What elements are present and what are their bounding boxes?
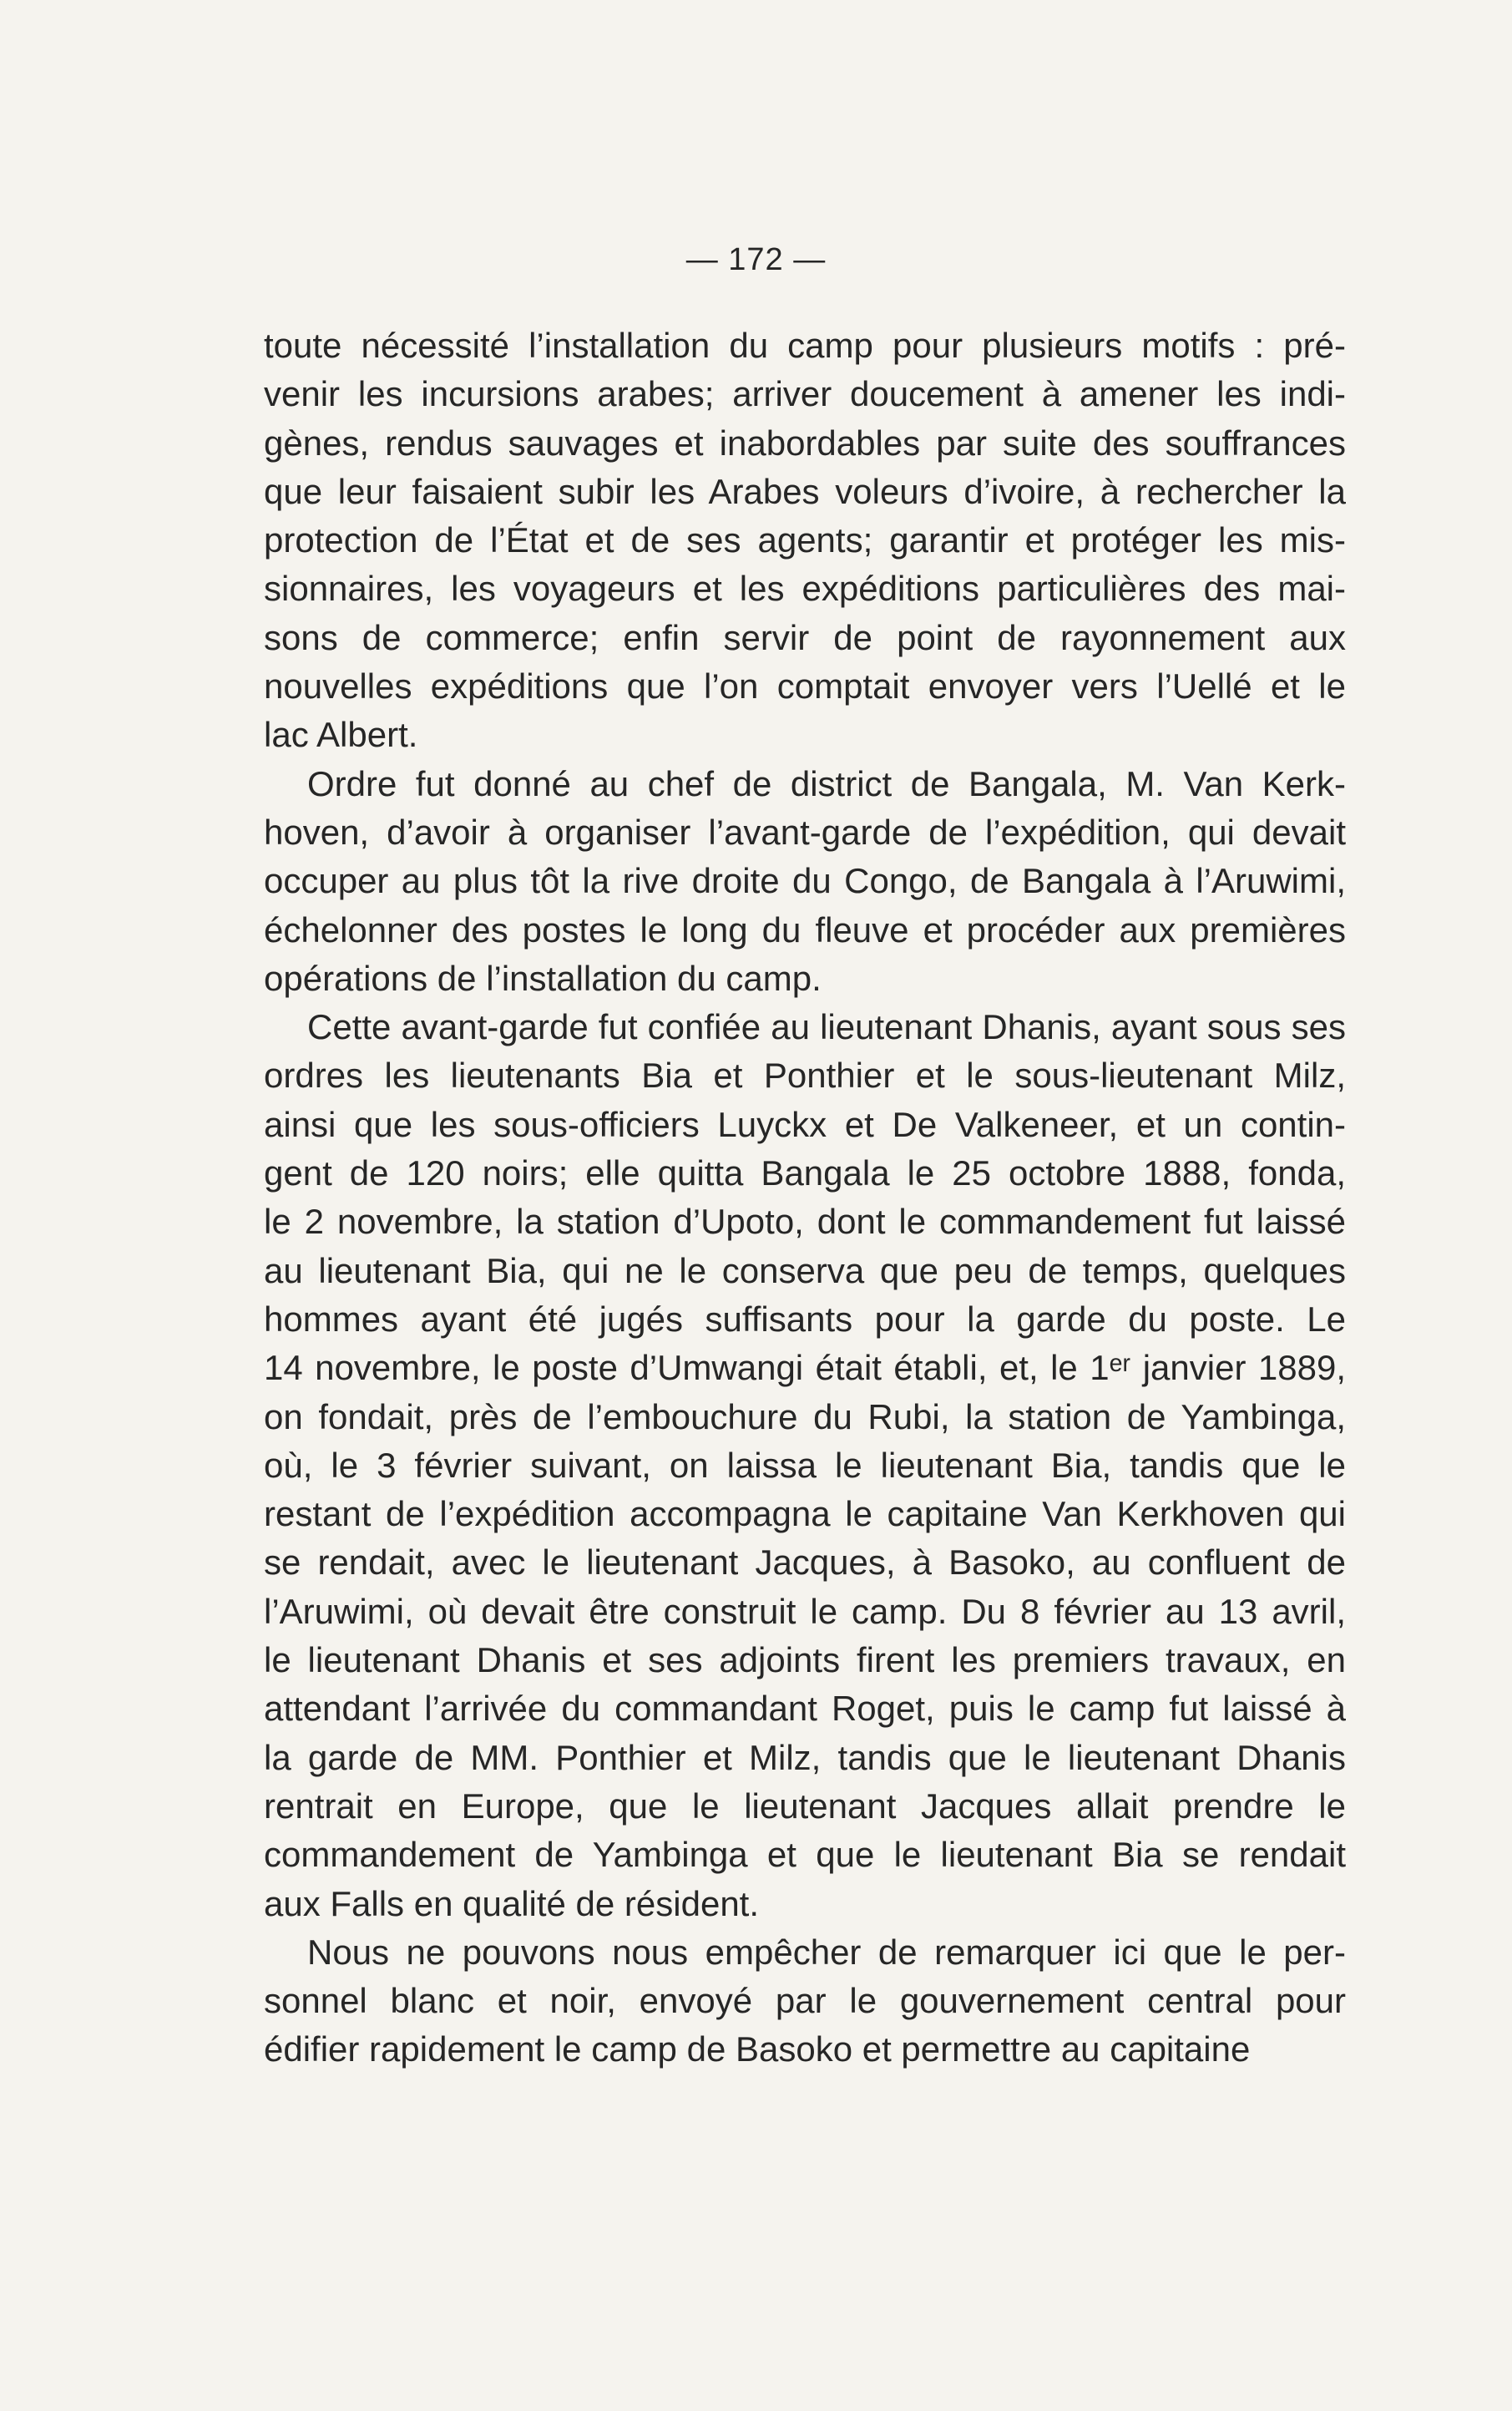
text-line: sonnel blanc et noir, envoyé par le gouvernement central pour xyxy=(264,1981,1346,2021)
text-line: hommes ayant été jugés suffisants pour la garde du poste. Le xyxy=(264,1299,1346,1339)
text-line: l’Aruwimi, où devait être construit le camp. Du 8 février au 13 avril, xyxy=(264,1591,1346,1631)
text-line: rentrait en Europe, que le lieutenant Jacques allait prendre le xyxy=(264,1785,1346,1826)
text-line: ordres les lieutenants Bia et Ponthier et le sous-lieutenant Milz, xyxy=(264,1056,1346,1096)
body-text xyxy=(264,322,1346,2074)
text-line: gènes, rendus sauvages et inabordables par suite des souffrances xyxy=(264,423,1346,463)
text-line: hoven, d’avoir à organiser l’avant-garde de l’expédition, qui devait xyxy=(264,812,1346,852)
text-line: toute nécessité l’installation du camp pour plusieurs motifs : pré- xyxy=(264,326,1346,365)
page-number: — 172 — xyxy=(685,242,827,277)
text-line: Ordre fut donné au chef de district de Bangala, M. Van Kerk- xyxy=(307,763,1346,803)
text-line: venir les incursions arabes; arriver doucement à amener les indi- xyxy=(264,374,1346,414)
paragraph xyxy=(264,1928,1346,2074)
paragraph xyxy=(264,760,1346,1003)
text-line: on fondait, près de l’embouchure du Rubi, la station de Yambinga, xyxy=(264,1396,1346,1436)
text-line: se rendait, avec le lieutenant Jacques, à Basoko, au confluent de xyxy=(264,1542,1346,1583)
text-line: sons de commerce; enfin servir de point de rayonnement aux xyxy=(264,617,1346,657)
text-line: échelonner des postes le long du fleuve et procéder aux premières xyxy=(264,909,1346,950)
text-line: commandement de Yambinga et que le lieutenant Bia se rendait xyxy=(264,1835,1346,1875)
text-line: Nous ne pouvons nous empêcher de remarquer ici que le per- xyxy=(307,1932,1346,1972)
text-line: 14 novembre, le poste d’Umwangi était établi, et, le 1ᵉʳ janvier 1889, xyxy=(264,1348,1346,1388)
text-line: opérations de l’installation du camp. xyxy=(264,958,822,998)
text-line: restant de l’expédition accompagna le capitaine Van Kerkhoven qui xyxy=(264,1494,1346,1534)
text-line: protection de l’État et de ses agents; garantir et protéger les mis- xyxy=(264,520,1346,560)
text-line: au lieutenant Bia, qui ne le conserva que peu de temps, quelques xyxy=(264,1250,1346,1290)
text-line: que leur faisaient subir les Arabes voleurs d’ivoire, à rechercher la xyxy=(264,471,1346,511)
text-line: le 2 novembre, la station d’Upoto, dont le commandement fut laissé xyxy=(264,1202,1346,1242)
text-line: le lieutenant Dhanis et ses adjoints firent les premiers travaux, en xyxy=(264,1640,1346,1680)
text-line: Cette avant-garde fut confiée au lieutenant Dhanis, ayant sous ses xyxy=(307,1007,1346,1047)
text-line: attendant l’arrivée du commandant Roget, puis le camp fut laissé à xyxy=(264,1689,1346,1729)
text-line: ainsi que les sous-officiers Luyckx et De Valkeneer, et un contin- xyxy=(264,1104,1346,1144)
text-line: gent de 120 noirs; elle quitta Bangala le 25 octobre 1888, fonda, xyxy=(264,1153,1346,1193)
text-line: nouvelles expéditions que l’on comptait envoyer vers l’Uellé et le xyxy=(264,666,1346,707)
text-line: édifier rapidement le camp de Basoko et permettre au capitaine xyxy=(264,2029,1251,2069)
text-line: sionnaires, les voyageurs et les expéditions particulières des mai- xyxy=(264,569,1346,609)
text-line: occuper au plus tôt la rive droite du Congo, de Bangala à l’Aruwimi, xyxy=(264,861,1346,901)
text-line: aux Falls en qualité de résident. xyxy=(264,1883,760,1923)
text-line: lac Albert. xyxy=(264,715,418,755)
text-line: où, le 3 février suivant, on laissa le lieutenant Bia, tandis que le xyxy=(264,1445,1346,1485)
paragraph xyxy=(264,1003,1346,1928)
paragraph xyxy=(264,322,1346,760)
text-line: la garde de MM. Ponthier et Milz, tandis que le lieutenant Dhanis xyxy=(264,1737,1346,1777)
